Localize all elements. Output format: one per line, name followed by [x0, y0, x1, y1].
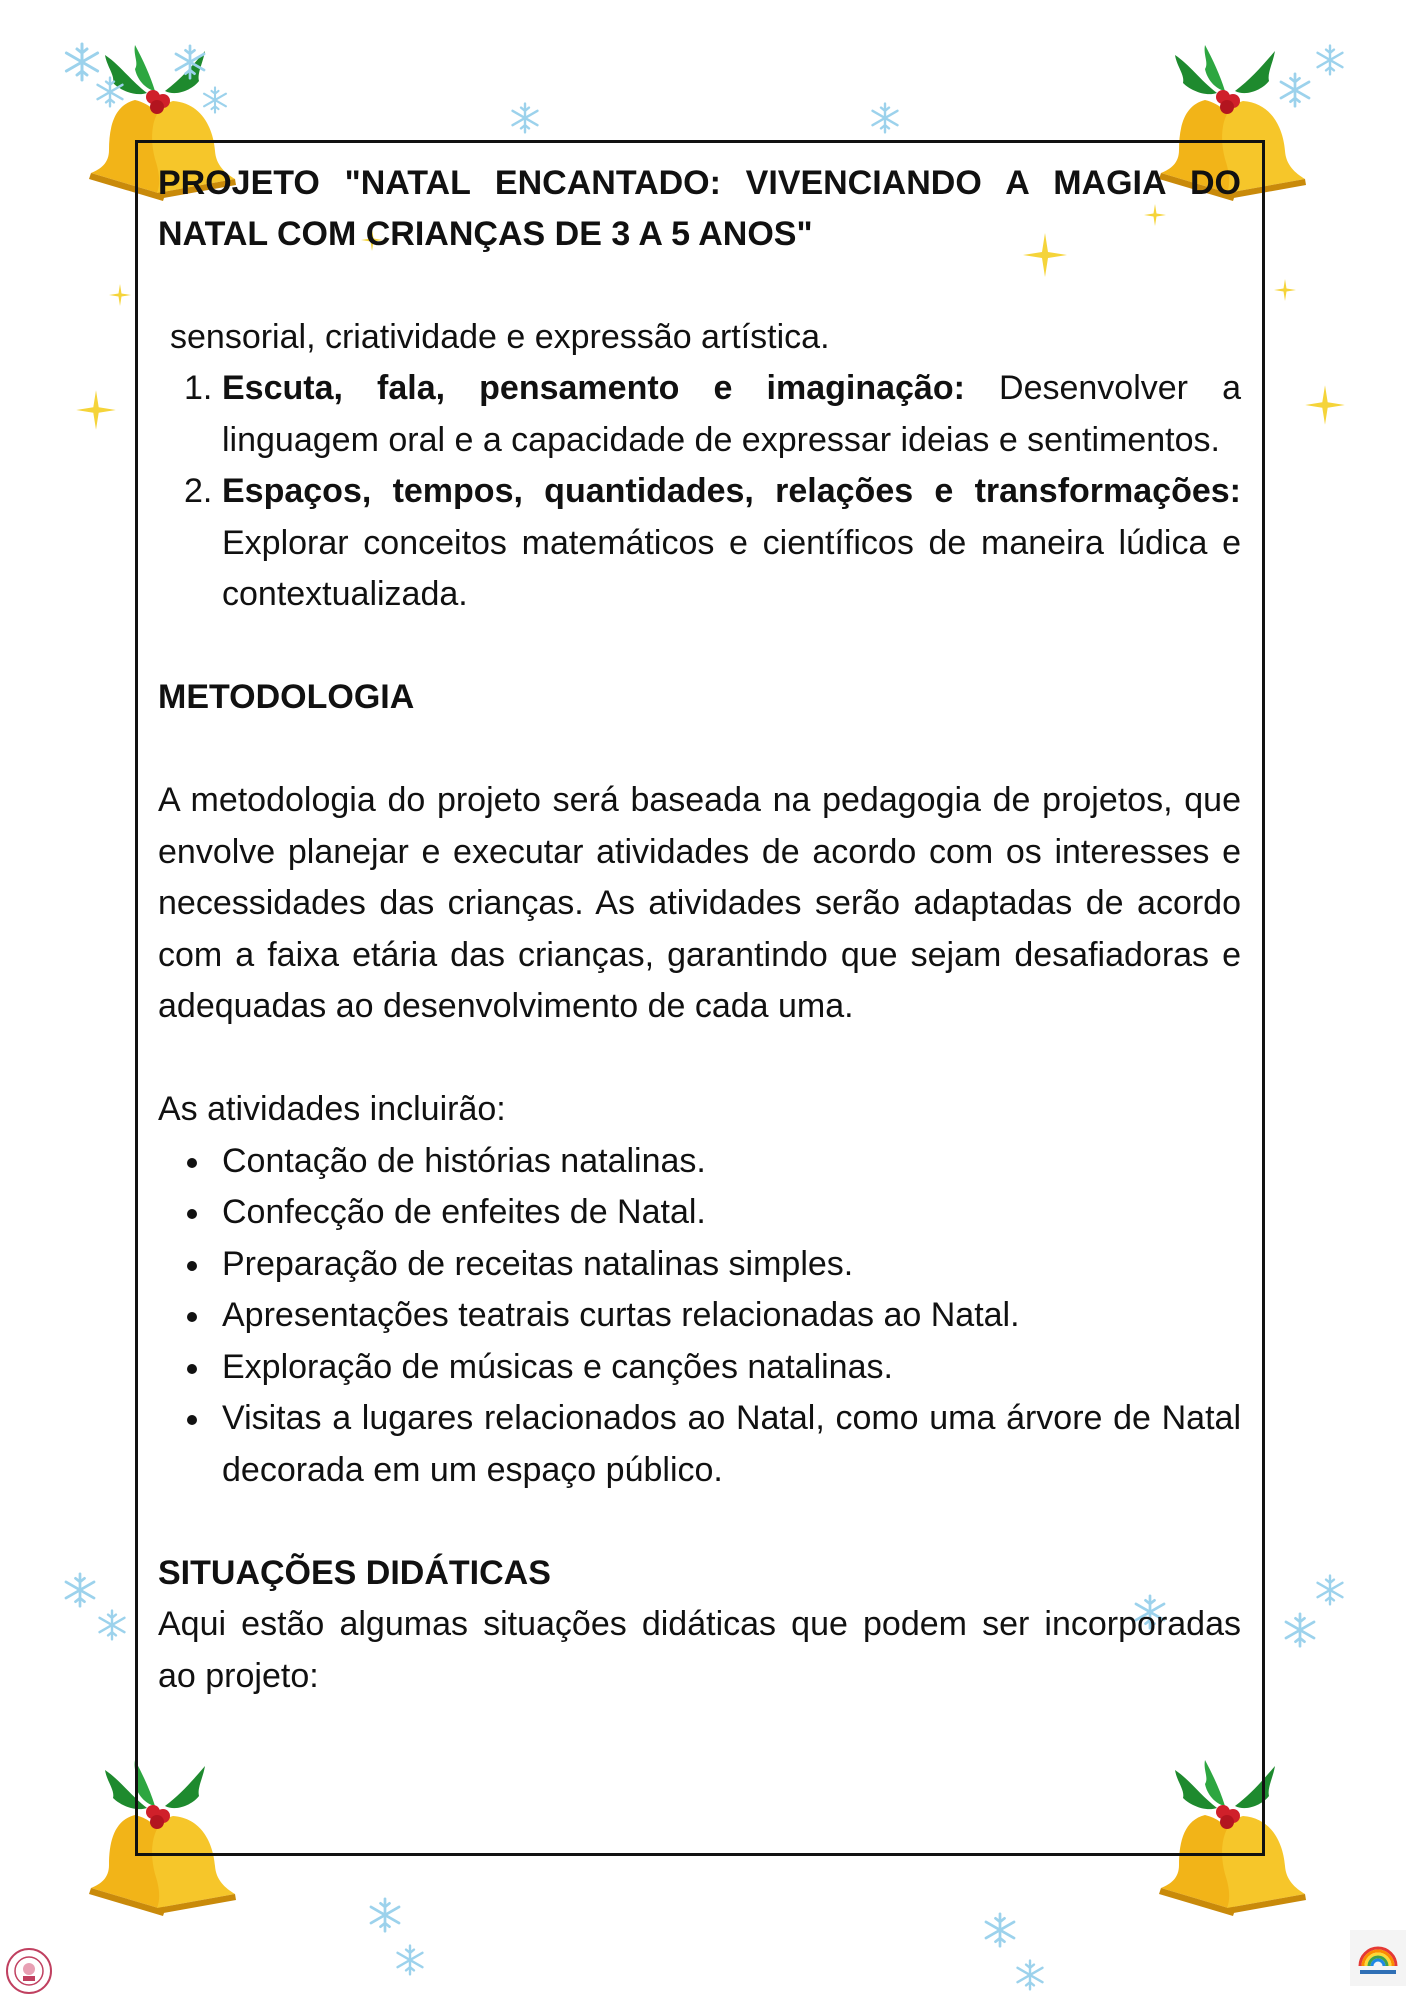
- lead-fragment: sensorial, criatividade e expressão artística.: [170, 317, 830, 356]
- bullet-icon: [187, 1312, 197, 1322]
- activities-intro: As atividades incluirão:: [158, 1090, 506, 1128]
- goal-label: Escuta, fala, pensamento e imaginação:: [222, 369, 965, 407]
- bullet-icon: [187, 1209, 197, 1219]
- goal-item: [158, 466, 1241, 621]
- bullet-icon: [187, 1415, 197, 1425]
- bullet-icon: [187, 1261, 197, 1271]
- spacer: [158, 1496, 1241, 1548]
- goal-number: 1.: [184, 369, 213, 407]
- list-item-text: Visitas a lugares relacionados ao Natal, como uma árvore de Natal decorada em um espaço público.: [222, 1399, 1241, 1489]
- spacer: [158, 1033, 1241, 1085]
- list-item-text: Contação de histórias natalinas.: [222, 1141, 706, 1180]
- document-body: [158, 158, 1241, 1702]
- goal-text: Explorar conceitos matemáticos e científicos de maneira lúdica e contextualizada.: [222, 523, 1241, 613]
- spacer: [158, 260, 1241, 312]
- activities-list: [158, 1136, 1241, 1497]
- list-item: [158, 1136, 1241, 1188]
- list-item: [158, 1342, 1241, 1394]
- list-item-text: Confecção de enfeites de Natal.: [222, 1193, 706, 1231]
- methodology-heading: METODOLOGIA: [158, 678, 415, 716]
- list-item-text: Preparação de receitas natalinas simples.: [222, 1244, 854, 1283]
- page-title: PROJETO "NATAL ENCANTADO: VIVENCIANDO A MAGIA DO NATAL COM CRIANÇAS DE 3 A 5 ANOS": [158, 164, 1241, 253]
- list-item: [158, 1239, 1241, 1291]
- didactic-heading: SITUAÇÕES DIDÁTICAS: [158, 1553, 551, 1592]
- list-item-text: Apresentações teatrais curtas relacionadas ao Natal.: [222, 1296, 1020, 1334]
- list-item-text: Exploração de músicas e canções natalinas.: [222, 1347, 893, 1386]
- goal-text: Desenvolver a linguagem oral e a capacidade de expressar ideias e sentimentos.: [222, 369, 1241, 459]
- spacer: [158, 621, 1241, 673]
- rainbow-logo-icon: [1350, 1930, 1406, 1986]
- goals-list: [158, 363, 1241, 621]
- didactic-intro: Aqui estão algumas situações didáticas que podem ser incorporadas ao projeto:: [158, 1605, 1241, 1695]
- goal-number: 2.: [184, 472, 213, 510]
- list-item: [158, 1290, 1241, 1342]
- bullet-icon: [187, 1364, 197, 1374]
- list-item: [158, 1393, 1241, 1496]
- methodology-paragraph: A metodologia do projeto será baseada na pedagogia de projetos, que envolve planejar e executar atividades de acordo com os interesses e necessidades das crianças. As atividades serão adaptadas de acordo com a faixa etária das crianças, garantindo que sejam desafiadoras e adequadas ao desenvolvimento de cada uma.: [158, 781, 1241, 1025]
- goal-label: Espaços, tempos, quantidades, relações e transformações:: [222, 472, 1241, 510]
- goal-item: [158, 363, 1241, 466]
- bullet-icon: [187, 1158, 197, 1168]
- list-item: [158, 1187, 1241, 1239]
- spacer: [158, 724, 1241, 776]
- school-logo-icon: [6, 1948, 52, 1994]
